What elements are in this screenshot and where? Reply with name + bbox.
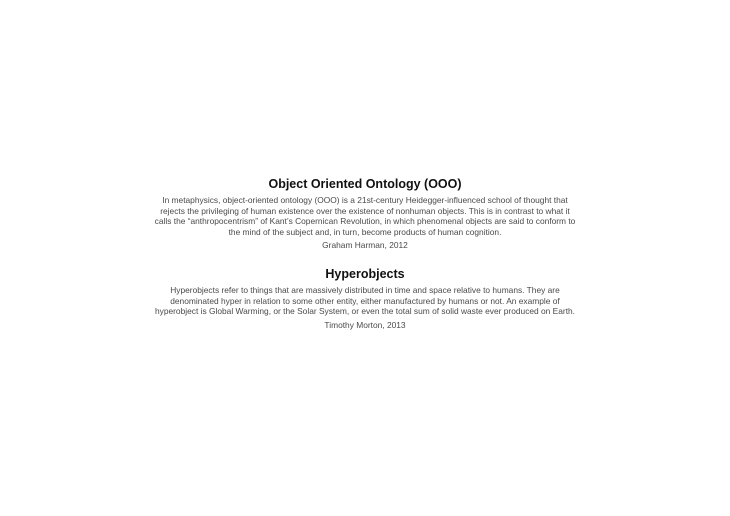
section-hyperobjects bbox=[0, 266, 730, 330]
body-line: rejects the privileging of human existence over the existence of nonhuman objects. This is in contrast to what it bbox=[160, 205, 570, 216]
body-line: denominated hyper in relation to some other entity, either manufactured by humans or not. An example of bbox=[170, 295, 560, 306]
section-body bbox=[130, 285, 600, 317]
attribution: Graham Harman, 2012 bbox=[322, 240, 408, 251]
body-line: Hyperobjects refer to things that are massively distributed in time and space relative to humans. They are bbox=[170, 285, 560, 295]
body-line: calls the “anthropocentrism” of Kant’s Copernican Revolution, in which phenomenal objects are said to conform to bbox=[154, 216, 576, 227]
section-title: Hyperobjects bbox=[325, 267, 405, 281]
section-body bbox=[130, 195, 600, 237]
section-title: Object Oriented Ontology (OOO) bbox=[268, 177, 462, 191]
body-line: the mind of the subject and, in turn, become products of human cognition. bbox=[228, 226, 502, 237]
body-line: hyperobject is Global Warming, or the Solar System, or even the total sum of solid waste ever produced on Earth. bbox=[154, 306, 576, 317]
attribution: Timothy Morton, 2013 bbox=[324, 319, 406, 330]
body-line: In metaphysics, object-oriented ontology (OOO) is a 21st-century Heidegger-influenced school of thought that bbox=[162, 195, 568, 205]
section-object-oriented-ontology bbox=[0, 176, 730, 251]
